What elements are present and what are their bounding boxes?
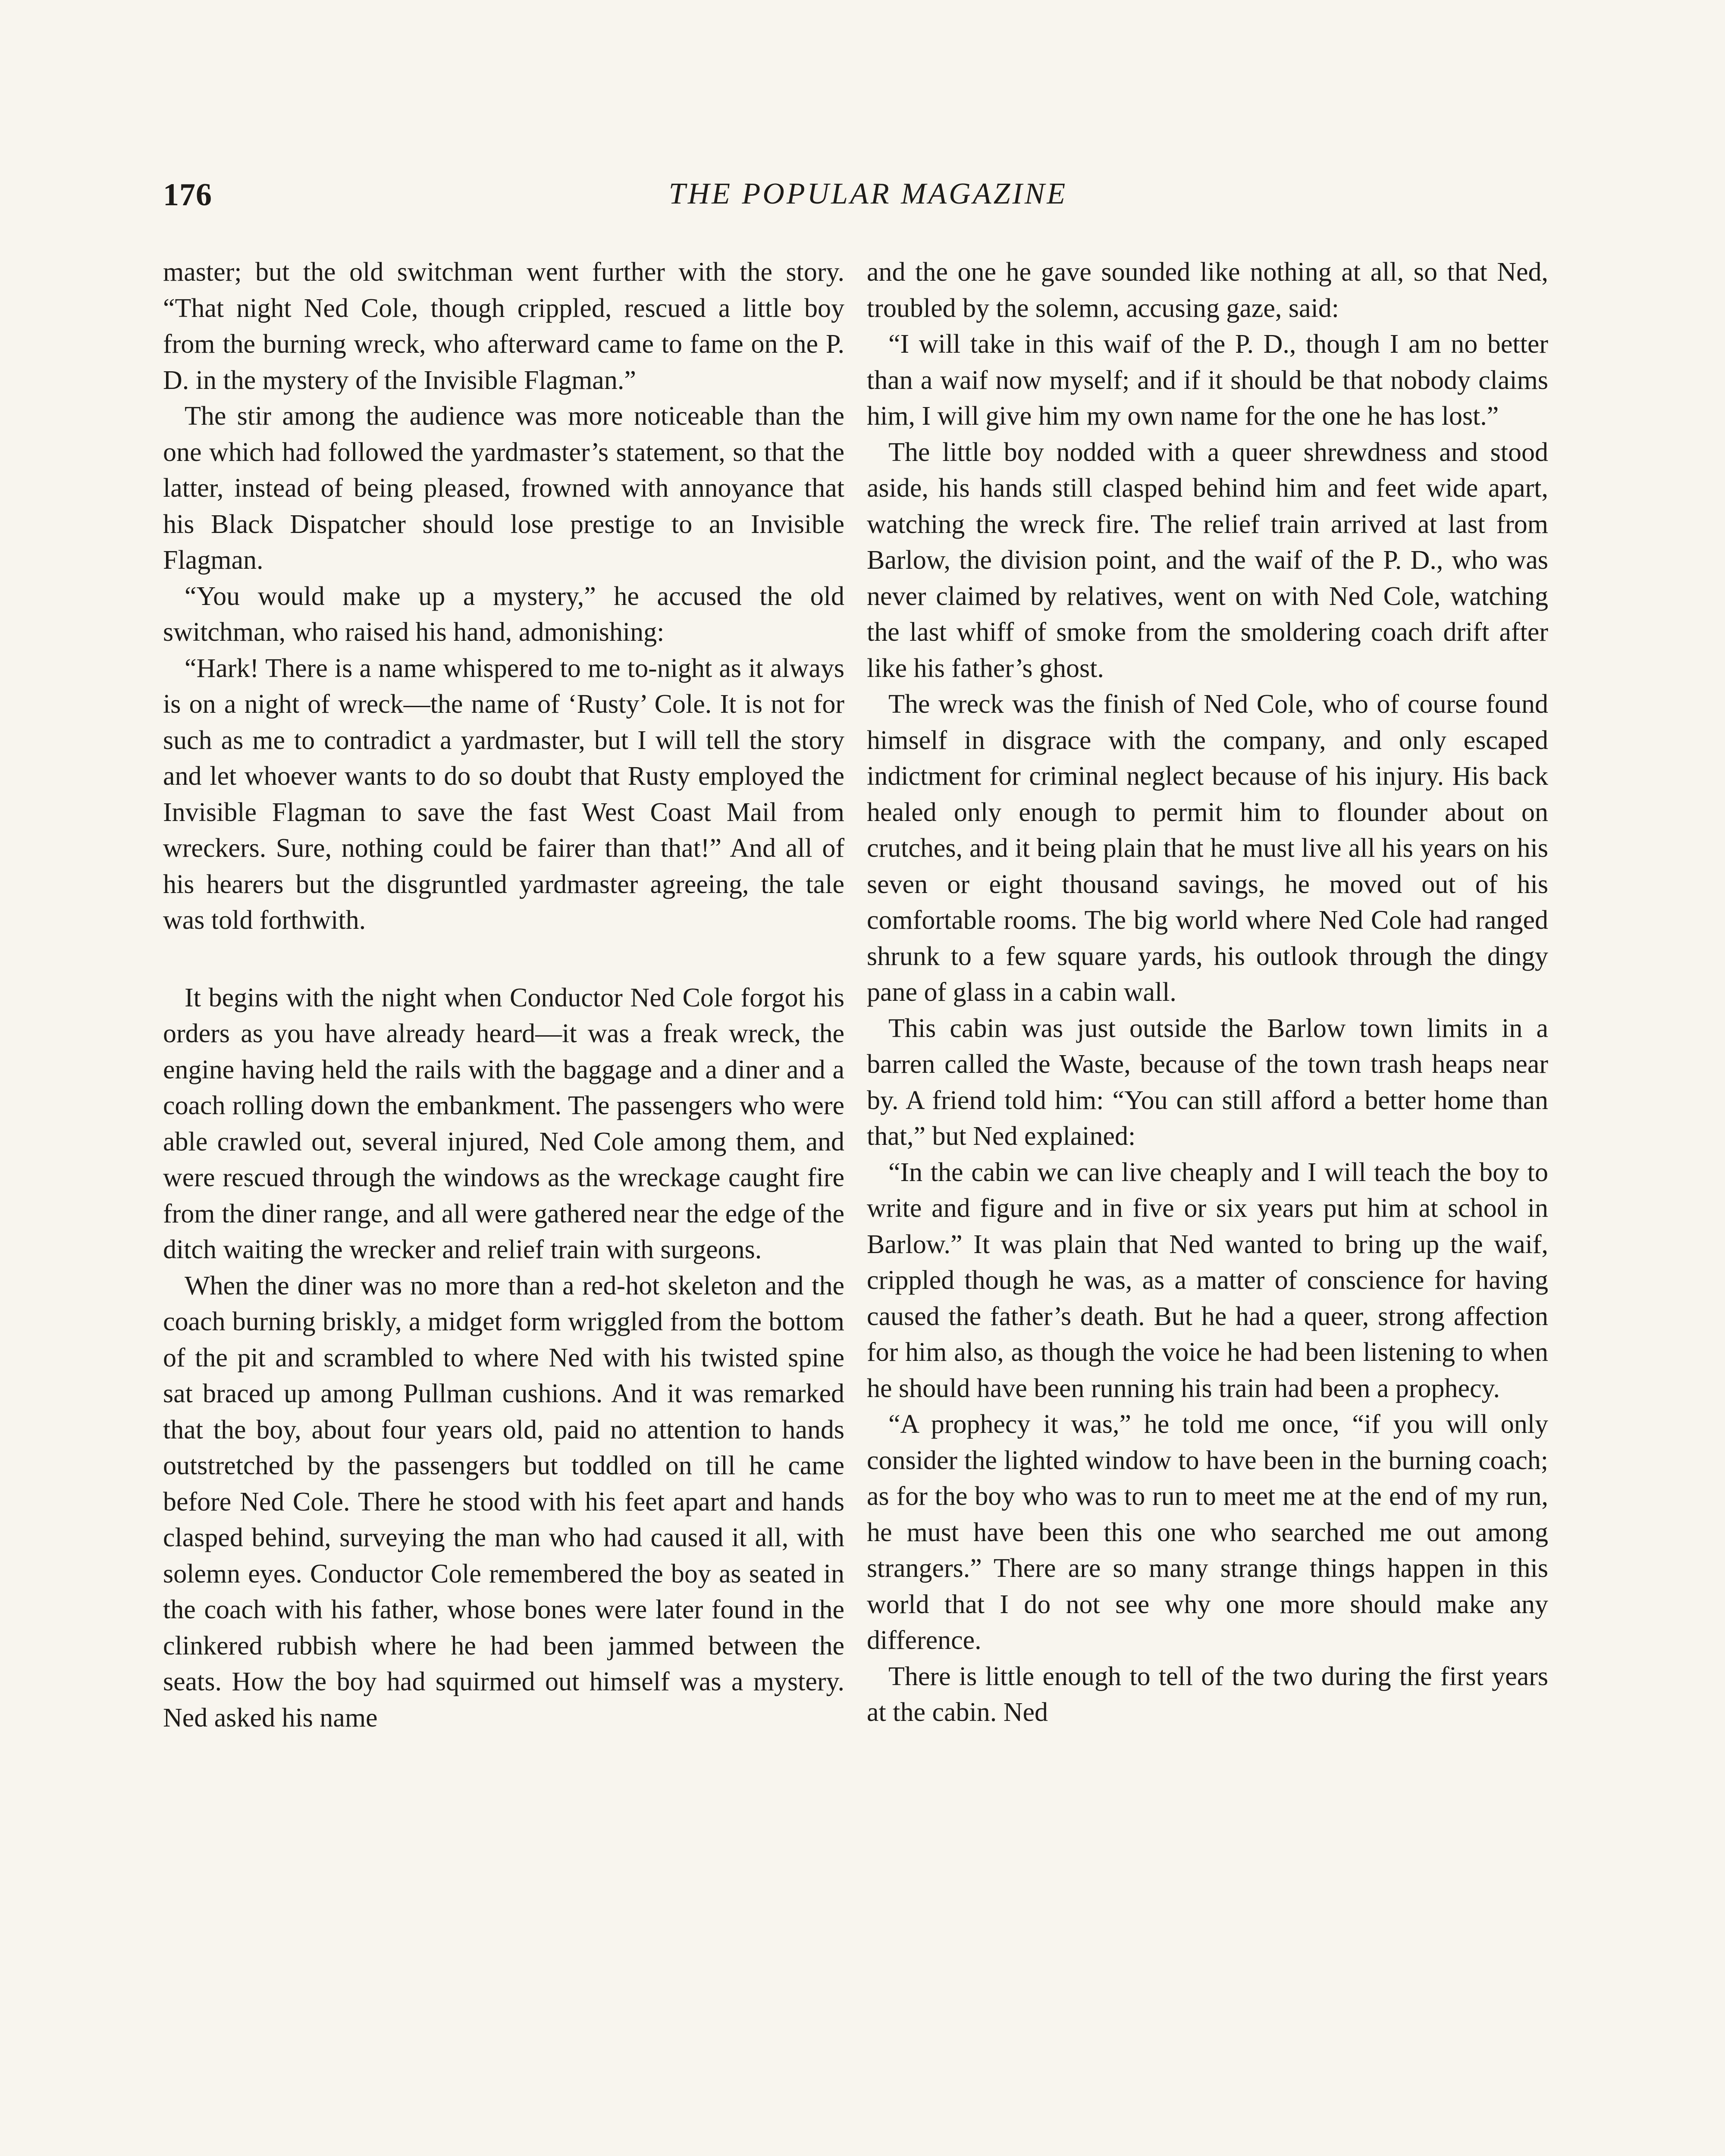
right-column [867,254,1548,1731]
running-title: THE POPULAR MAGAZINE [668,177,1068,210]
paragraph: “I will take in this waif of the P. D., though I am no better than a waif now myself; and if it should be that nobody claims him, I will give him my own name for the one he has lost.” [867,329,1548,431]
paragraph: “Hark! There is a name whispered to me to-night as it always is on a night of wreck—the name of ‘Rusty’ Cole. It is not for such as me to contradict a yardmaster, but I will tell the story and let whoever wants to do so doubt that Rusty employed the Invisible Flagman to save the fast West Coast Mail from wreckers. Sure, nothing could be fairer than that!” And all of his hearers but the disgruntled yardmaster agreeing, the tale was told forthwith. [163,653,844,935]
left-column [163,254,844,1736]
paragraph: It begins with the night when Conductor Ned Cole forgot his orders as you have already heard—it was a freak wreck, the engine having held the rails with the baggage and a diner and a coach rolling down the embankment. The passengers who were able crawled out, several injured, Ned Cole among them, and were rescued through the windows as the wreckage caught fire from the diner range, and all were gathered near the edge of the ditch waiting the wrecker and relief train with surgeons. [163,983,844,1264]
paragraph: “A prophecy it was,” he told me once, “if you will only consider the lighted window to have been in the burning coach; as for the boy who was to run to meet me at the end of my run, he must have been this one who searched me out among strangers.” There are so many strange things happen in this world that I do not see why one more should make any difference. [867,1410,1548,1655]
paragraph: “You would make up a mystery,” he accused the old switchman, who raised his hand, admonishing: [163,581,844,647]
paragraph: and the one he gave sounded like nothing at all, so that Ned, troubled by the solemn, accusing gaze, said: [867,257,1548,323]
page-number: 176 [163,177,212,213]
paragraph: The stir among the audience was more noticeable than the one which had followed the yardmaster’s statement, so that the latter, instead of being pleased, frowned with annoyance that his Black Dispatcher should lose prestige to an Invisible Flagman. [163,401,844,575]
page-header [163,177,1573,220]
paragraph: “In the cabin we can live cheaply and I will teach the boy to write and figure and in five or six years put him at school in Barlow.” It was plain that Ned wanted to bring up the waif, crippled though he was, as a matter of conscience for having caused the father’s death. But he had a queer, strong affection for him also, as though the voice he had been listening to when he should have been running his train had been a prophecy. [867,1157,1548,1403]
paragraph: There is little enough to tell of the two during the first years at the cabin. Ned [867,1661,1548,1727]
paragraph: master; but the old switchman went further with the story. “That night Ned Cole, though crippled, rescued a little boy from the burning wreck, who afterward came to fame on the P. D. in the mystery of the Invisible Flagman.” [163,257,844,395]
paragraph: The little boy nodded with a queer shrewdness and stood aside, his hands still clasped behind him and feet wide apart, watching the wreck fire. The relief train arrived at last from Barlow, the division point, and the waif of the P. D., who was never claimed by relatives, went on with Ned Cole, watching the last whiff of smoke from the smoldering coach drift after like his father’s ghost. [867,437,1548,683]
paragraph: This cabin was just outside the Barlow town limits in a barren called the Waste, because of the town trash heaps near by. A friend told him: “You can still afford a better home than that,” but Ned explained: [867,1013,1548,1151]
paragraph: When the diner was no more than a red-hot skeleton and the coach burning briskly, a midget form wriggled from the bottom of the pit and scrambled to where Ned with his twisted spine sat braced up among Pullman cushions. And it was remarked that the boy, about four years old, paid no attention to hands outstretched by the passengers but toddled on till he came before Ned Cole. There he stood with his feet apart and hands clasped behind, surveying the man who had caused it all, with solemn eyes. Conductor Cole remembered the boy as seated in the coach with his father, whose bones were later found in the clinkered rubbish where he had been jammed between the seats. How the boy had squirmed out himself was a mystery. Ned asked his name [163,1271,844,1733]
paragraph: The wreck was the finish of Ned Cole, who of course found himself in disgrace with the company, and only escaped indictment for criminal neglect because of his injury. His back healed only enough to permit him to flounder about on crutches, and it being plain that he must live all his years on his seven or eight thousand savings, he moved out of his comfortable rooms. The big world where Ned Cole had ranged shrunk to a few square yards, his outlook through the dingy pane of glass in a cabin wall. [867,689,1548,1007]
